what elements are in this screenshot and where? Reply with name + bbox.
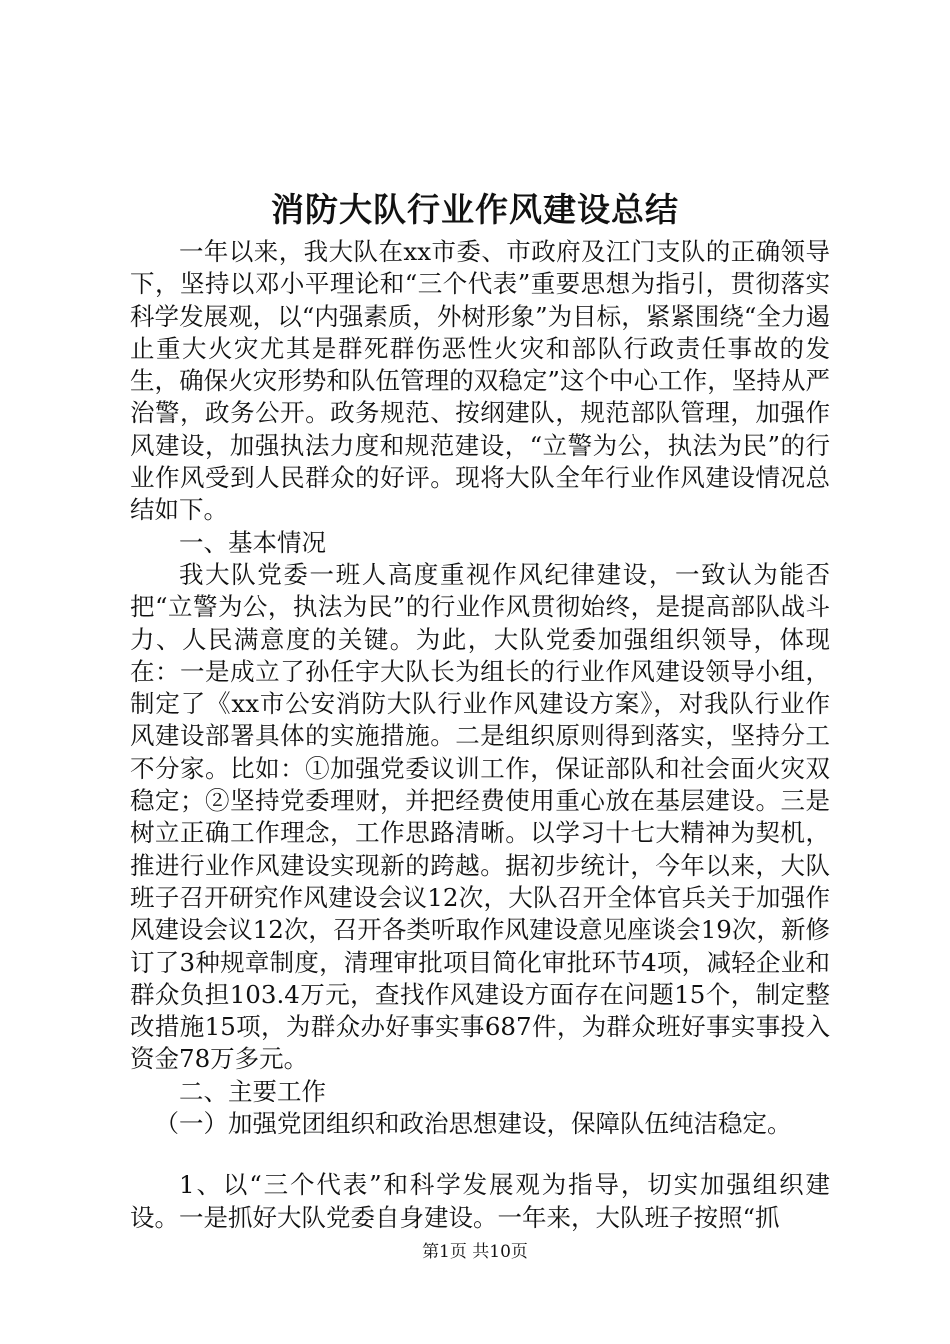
- paragraph-basic-situation: 我大队党委一班人高度重视作风纪律建设，一致认为能否把“立警为公，执法为民”的行业作风贯彻始终，是提高部队战斗力、人民满意度的关键。为此，大队党委加强组织领导，体现在：一是成立了孙任宇大队长为组长的行业作风建设领导小组，制定了《xx市公安消防大队行业作风建设方案》，对我队行业作风建设部署具体的实施措施。二是组织原则得到落实，坚持分工不分家。比如：①加强党委议训工作，保证部队和社会面火灾双稳定；②坚持党委理财，并把经费使用重心放在基层建设。三是树立正确工作理念，工作思路清晰。以学习十七大精神为契机，推进行业作风建设实现新的跨越。据初步统计，今年以来，大队班子召开研究作风建设会议12次，大队召开全体官兵关于加强作风建设会议12次，召开各类听取作风建设意见座谈会19次，新修订了3种规章制度，清理审批项目简化审批环节4项，减轻企业和群众负担103.4万元，查找作风建设方面存在问题15个，制定整改措施15项，为群众办好事实事687件，为群众班好事实事投入资金78万多元。: [130, 559, 830, 1074]
- paragraph-intro: 一年以来，我大队在xx市委、市政府及江门支队的正确领导下，坚持以邓小平理论和“三个代表”重要思想为指引，贯彻落实科学发展观，以“内强素质，外树形象”为目标，紧紧围绕“全力遏止重大火灾尤其是群死群伤恶性火灾和部队行政责任事故的发生，确保火灾形势和队伍管理的双稳定”这个中心工作，坚持从严治警，政务公开。政务规范、按纲建队，规范部队管理，加强作风建设，加强执法力度和规范建设，“立警为公，执法为民”的行业作风受到人民群众的好评。现将大队全年行业作风建设情况总结如下。: [130, 237, 830, 525]
- document-body: [130, 236, 830, 1234]
- subsection-heading-party-building: （一）加强党团组织和政治思想建设，保障队伍纯洁稳定。: [154, 1109, 792, 1139]
- paragraph-organization-building: 1、以“三个代表”和科学发展观为指导，切实加强组织建设。一是抓好大队党委自身建设。一年来，大队班子按照“抓: [130, 1170, 830, 1232]
- page-number-footer: 第1页 共10页: [422, 1242, 528, 1262]
- document-title: 消防大队行业作风建设总结: [271, 190, 679, 229]
- section-heading-main-work: 二、主要工作: [179, 1076, 326, 1106]
- section-heading-basic-situation: 一、基本情况: [179, 527, 326, 557]
